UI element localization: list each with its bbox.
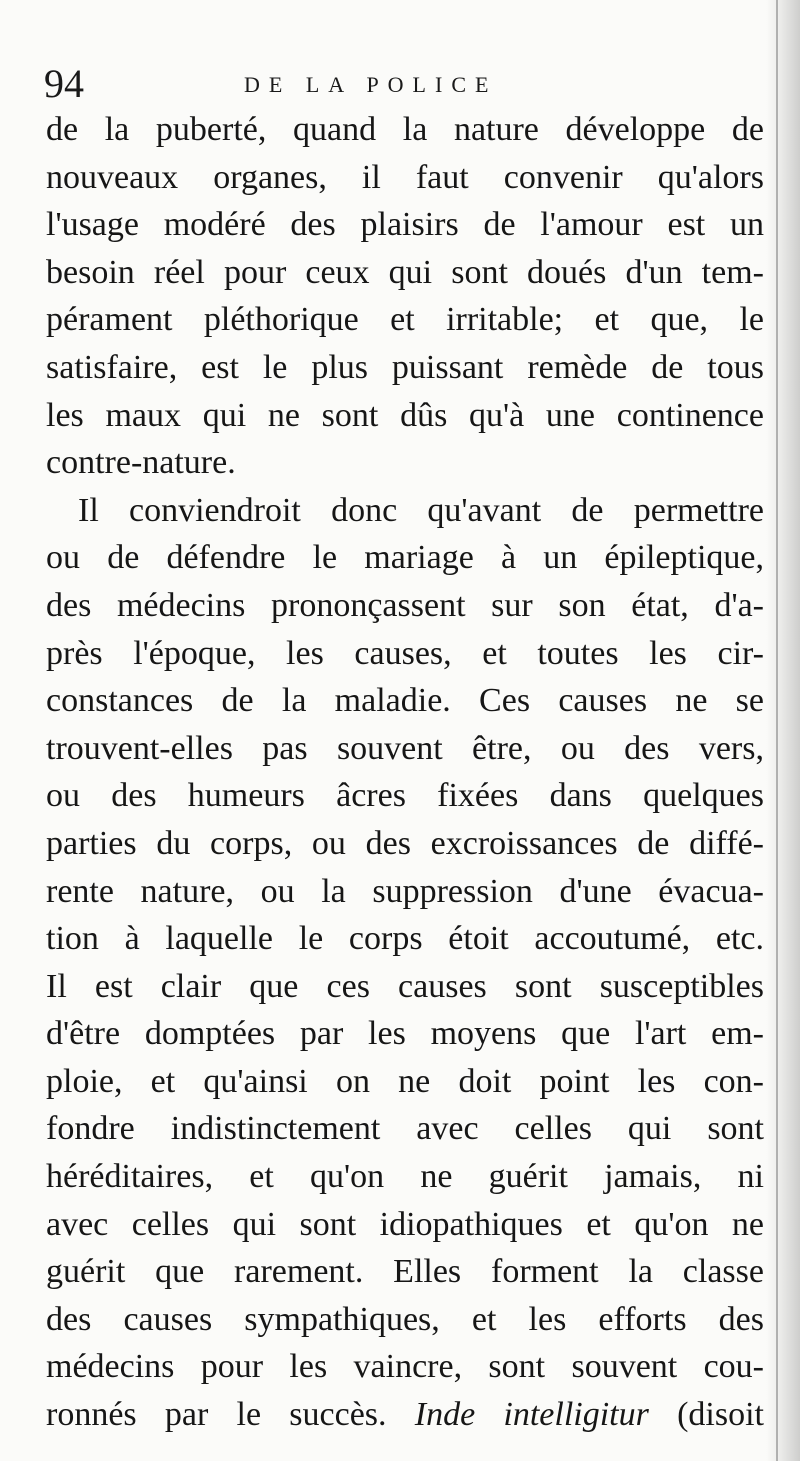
- text-line: de la puberté, quand la nature développe de: [46, 111, 764, 148]
- text-line: des causes sympathiques, et les efforts des: [46, 1300, 764, 1338]
- text-line: satisfaire, est le plus puissant remède de tous: [46, 348, 764, 386]
- text-line: ou de défendre le mariage à un épileptique,: [46, 539, 764, 577]
- text-line: parties du corps, ou des excroissances de diffé-: [46, 824, 764, 862]
- text-line: contre-nature.: [46, 444, 236, 482]
- text-line: rente nature, ou la suppression d'une évacua-: [46, 872, 764, 910]
- text-line: l'usage modéré des plaisirs de l'amour est un: [46, 206, 764, 244]
- text-line: des médecins prononçassent sur son état, d'a-: [46, 586, 764, 624]
- text-line-final: [46, 1391, 764, 1439]
- text-line: tion à laquelle le corps étoit accoutumé, etc.: [46, 920, 764, 958]
- page-header: [44, 62, 764, 106]
- text-line: d'être domptées par les moyens que l'art em-: [46, 1015, 764, 1053]
- text-segment: (disoit: [648, 1396, 764, 1434]
- text-line: fondre indistinctement avec celles qui sont: [46, 1110, 764, 1148]
- text-line: les maux qui ne sont dûs qu'à une continence: [46, 396, 764, 434]
- body-text: [46, 106, 764, 1439]
- text-line: constances de la maladie. Ces causes ne se: [46, 682, 764, 720]
- text-line: héréditaires, et qu'on ne guérit jamais, ni: [46, 1158, 764, 1196]
- text-line: près l'époque, les causes, et toutes les cir-: [46, 634, 764, 672]
- page-edge-line: [776, 0, 778, 1461]
- text-line: pérament pléthorique et irritable; et que, le: [46, 301, 764, 339]
- text-line: ploie, et qu'ainsi on ne doit point les con-: [46, 1062, 764, 1100]
- latin-quote: Inde intelligitur: [414, 1396, 649, 1434]
- text-line: besoin réel pour ceux qui sont doués d'un tem-: [46, 253, 764, 291]
- text-line: guérit que rarement. Elles forment la classe: [46, 1253, 764, 1291]
- page-number: 94: [44, 61, 84, 106]
- text-line: avec celles qui sont idiopathiques et qu'on ne: [46, 1205, 764, 1243]
- running-title: DE LA POLICE: [244, 72, 498, 97]
- text-segment: ronnés par le succès.: [46, 1396, 415, 1434]
- text-line: trouvent-elles pas souvent être, ou des vers,: [46, 729, 764, 767]
- page-edge-shadow: [766, 0, 800, 1461]
- text-line: ou des humeurs âcres fixées dans quelques: [46, 777, 764, 815]
- text-line: Il conviendroit donc qu'avant de permettre: [78, 491, 764, 529]
- text-line: nouveaux organes, il faut convenir qu'alors: [46, 158, 764, 196]
- text-line: Il est clair que ces causes sont susceptibles: [46, 967, 764, 1005]
- text-line: médecins pour les vaincre, sont souvent cou-: [46, 1348, 764, 1386]
